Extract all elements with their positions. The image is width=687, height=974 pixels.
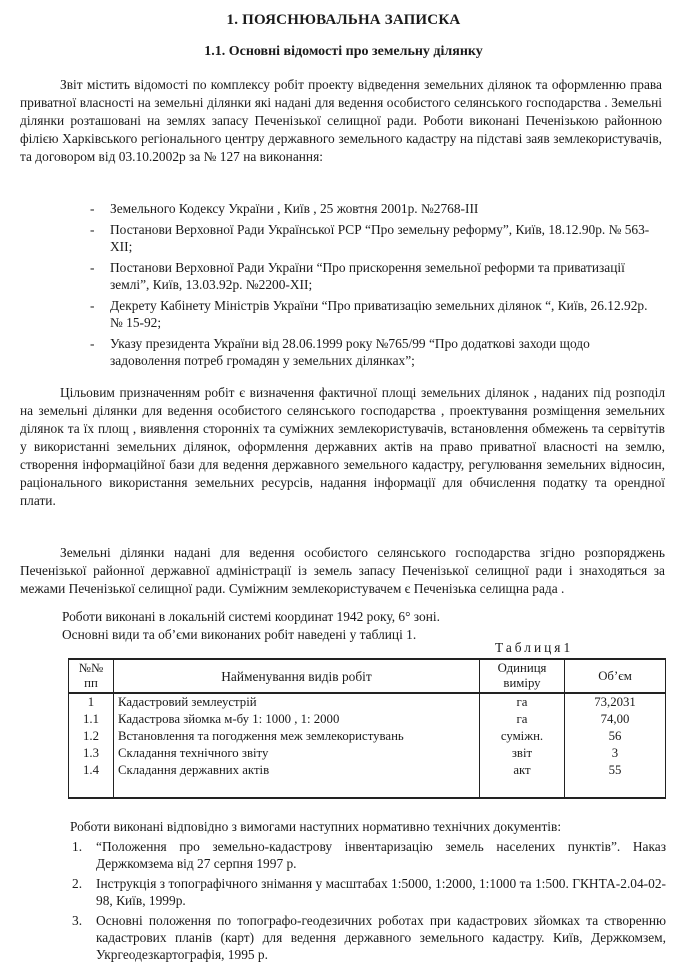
row-volume: 55: [565, 762, 666, 779]
intro-paragraph: Звіт містить відомості по комплексу робіт проекту відведення земельних ділянок та оформленню права приватної власності на земельні ділянки які надані для ведення особистого селянського господарства . Земельні ділянки розташовані на землях запасу Печенізької селищної ради. Роботи виконані Печенізькою районною філією Харківського регіонального центру державного земельного кадастру на підставі заяв землекористувачів, та договором від 03.10.2002р за № 127 на виконання:: [20, 77, 662, 164]
row-unit: га: [480, 711, 565, 728]
normative-doc-item: [72, 912, 666, 963]
legal-basis-item: - Постанови Верховної Ради Української РСР “Про земельну реформу”, Київ, 18.12.90р. № 563-XII;: [90, 221, 662, 255]
table-intro-line: Основні види та об’єми виконаних робіт наведені у таблиці 1.: [62, 627, 417, 642]
item-number: 3.: [72, 913, 83, 928]
header-volume: Об’єм: [565, 659, 666, 693]
header-num: №№ пп: [69, 659, 114, 693]
row-num: 1.4: [69, 762, 114, 779]
row-name: Складання державних актів: [114, 762, 480, 779]
row-num: 1.2: [69, 728, 114, 745]
coordinate-system-line: Роботи виконані в локальній системі координат 1942 року, 6° зоні.: [62, 609, 440, 624]
row-num: 1: [69, 693, 114, 711]
row-unit: га: [480, 693, 565, 711]
item-text: “Положення про земельно-кадастрову інвентаризацію земель населених пунктів”. Наказ Держкомзема від 27 серпня 1997 р.: [96, 839, 666, 871]
section-subtitle: 1.1. Основні відомості про земельну ділянку: [204, 44, 483, 59]
header-name: Найменування видів робіт: [114, 659, 480, 693]
normative-docs-intro: Роботи виконані відповідно з вимогами наступних нормативно технічних документів:: [70, 819, 562, 834]
row-unit: акт: [480, 762, 565, 779]
item-text: Основні положення по топографо-геодезичних роботах при кадастрових зйомках та створенню кадастрових планів (карт) для ведення державного земельного кадастру. Київ, Держкомзем, Укргеодезкартографія, 1995 р.: [96, 913, 666, 962]
legal-basis-list: [90, 200, 662, 373]
table-spacer-row: [69, 779, 666, 798]
item-text: Інструкція з топографічного знімання у масштабах 1:5000, 1:2000, 1:1000 та 1:500. ГКНТА-2.04-02-98, Київ, 1999р.: [96, 876, 666, 908]
row-volume: 73,2031: [565, 693, 666, 711]
row-unit: суміжн.: [480, 728, 565, 745]
table-row: [69, 693, 666, 711]
table-header-row: [69, 659, 666, 693]
spacer-cell: [114, 779, 480, 798]
item-number: 2.: [72, 876, 83, 891]
legal-basis-item: - Постанови Верховної Ради України “Про прискорення земельної реформи та приватизації землі”, Київ, 13.03.92р. №2200-XII;: [90, 259, 662, 293]
works-table: [68, 658, 666, 799]
row-volume: 56: [565, 728, 666, 745]
row-num: 1.1: [69, 711, 114, 728]
header-unit: Одиниця виміру: [480, 659, 565, 693]
table-row: [69, 728, 666, 745]
table-row: [69, 745, 666, 762]
spacer-cell: [480, 779, 565, 798]
row-unit: звіт: [480, 745, 565, 762]
spacer-cell: [69, 779, 114, 798]
row-name: Кадастровий землеустрій: [114, 693, 480, 711]
table-row: [69, 762, 666, 779]
row-name: Складання технічного звіту: [114, 745, 480, 762]
row-volume: 3: [565, 745, 666, 762]
legal-basis-item: - Указу президента України від 28.06.1999 року №765/99 “Про додаткові заходи щодо задоволення потреб громадян у земельних ділянках”;: [90, 335, 662, 369]
purpose-paragraph: Цільовим призначенням робіт є визначення фактичної площі земельних ділянок , наданих під розподіл на земельні ділянки для ведення особистого селянського господарства , проектування розміщення земельних ділянок та їх площ , виявлення сторонніх та суміжних землекористувачів, встановлення обмежень та сервітутів у використанні земельних ділянок, оформлення державних актів на право приватної власності на землю, створення інформаційної бази для ведення державного земельного кадастру, регулювання земельних відносин, раціонального використання земельних ресурсів, надання інформації для обчислення податку та орендної плати.: [20, 385, 665, 508]
normative-docs-list: [72, 838, 666, 966]
row-volume: 74,00: [565, 711, 666, 728]
legal-basis-item: - Земельного Кодексу України , Київ , 25 жовтня 2001р. №2768-III: [90, 200, 662, 217]
spacer-cell: [565, 779, 666, 798]
row-name: Встановлення та погодження меж землекористувань: [114, 728, 480, 745]
row-num: 1.3: [69, 745, 114, 762]
table-caption: Таблиця1: [495, 640, 574, 655]
document-title: 1. ПОЯСНЮВАЛЬНА ЗАПИСКА: [226, 12, 461, 28]
allocation-paragraph: Земельні ділянки надані для ведення особистого селянського господарства згідно розпоряджень Печенізької районної державної адміністрації із земель запасу Печенізької селищної ради і знаходяться за межами Печенізької селищної ради. Суміжним землекористувачем є Печенізька селищна рада .: [20, 545, 665, 596]
item-number: 1.: [72, 839, 83, 854]
legal-basis-item: - Декрету Кабінету Міністрів України “Про приватизацію земельних ділянок “, Київ, 26.12.92р. № 15-92;: [90, 297, 662, 331]
normative-doc-item: [72, 838, 666, 872]
table-row: [69, 711, 666, 728]
row-name: Кадастрова зйомка м-бу 1: 1000 , 1: 2000: [114, 711, 480, 728]
normative-doc-item: [72, 875, 666, 909]
